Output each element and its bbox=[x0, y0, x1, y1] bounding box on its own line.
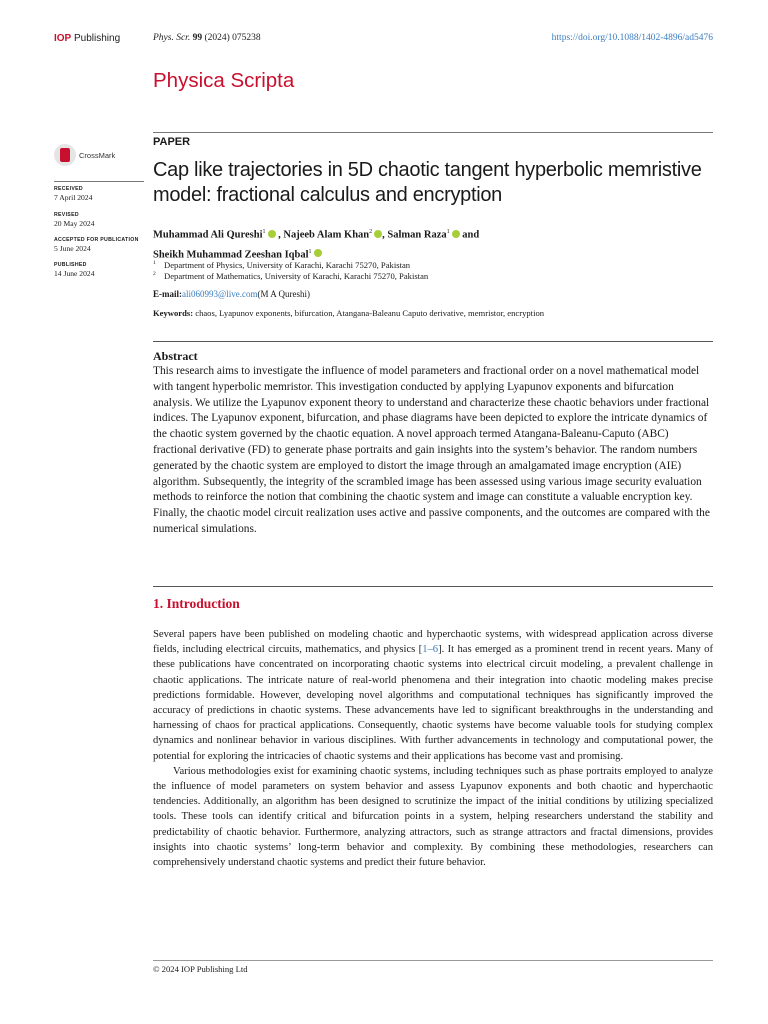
author-affiliation-mark: 1 bbox=[446, 229, 450, 235]
author-name[interactable]: Salman Raza bbox=[387, 229, 447, 241]
affiliation bbox=[153, 271, 428, 281]
orcid-icon[interactable] bbox=[452, 230, 460, 238]
orcid-icon[interactable] bbox=[374, 230, 382, 238]
crossmark-icon bbox=[54, 144, 76, 166]
author-affiliation-mark: 2 bbox=[369, 229, 373, 235]
sidebar-divider bbox=[54, 181, 144, 182]
paragraph-text: Several papers have been published on modeling chaotic and hyperchaotic systems, with widespread application across diverse fields, including electrical circuits, mathematics, and physics [ bbox=[153, 629, 713, 656]
publisher-logo-prefix: IOP bbox=[54, 33, 72, 44]
crossmark-badge[interactable] bbox=[54, 143, 144, 167]
affiliation-number: 2 bbox=[153, 271, 156, 278]
orcid-icon[interactable] bbox=[268, 230, 276, 238]
journal-name: Physica Scripta bbox=[153, 69, 295, 92]
history-revised-date: 20 May 2024 bbox=[54, 219, 95, 228]
paragraph: Various methodologies exist for examining chaotic systems, including techniques such as phase portraits employed to analyze the influence of model parameters on system behavior and assess Lyapunov exponents and both chaotic and hyperchaotic tendencies. Additionally, an algorithm has been designed to scrutinize the impact of the initial conditions by utilizing specialized tools. These tools can identify critical and bifurcation points in a system, helping researchers understand the stability and predictability of chaotic behavior. Furthermore, analyzing attractors, such as strange attractors and fractal dimensions, provides insights into chaotic systems’ long-term behavior and complexity. By combining these methodologies, researchers can comprehensively understand chaotic systems and predict their future behavior. bbox=[153, 765, 713, 869]
author-name[interactable]: Muhammad Ali Qureshi bbox=[153, 229, 263, 241]
abstract-text: This research aims to investigate the influence of model parameters and fractional order on a novel mathematical model with tangent hyperbolic memristor. This investigation conducted by applying Lyapunov exponents and bifurcation analysis. We utilize the Lyapunov exponent theory to understand and characterize these chaotic behaviors under fractional indices. The Lyapunov exponent, bifurcation, and phase diagrams have been depicted to explore the intricate dynamics of the chaotic system governed by the chaotic equation. A novel approach termed Atangana-Baleanu-Caputo (ABC) fractional derivative (FD) to generate phase portraits and gain insights into the system’s behavior. The random numbers generated by the chaotic system are employed to distort the image through an amalgamated image encryption (AIE) algorithm. Subsequently, the integrity of the scrambled image has been assessed using various image security evaluation methods to reinforce the notion that combining the chaotic system and image can constitute a valuable encryption key. Finally, the chaotic model circuit realization uses active and passive components, and the outcomes are compared with the numerical simulations. bbox=[153, 365, 710, 535]
author-name[interactable]: Sheikh Muhammad Zeeshan Iqbal bbox=[153, 249, 309, 260]
history-published-date: 14 June 2024 bbox=[54, 269, 95, 278]
author-affiliation-mark: 1 bbox=[308, 248, 312, 255]
author-list bbox=[153, 224, 713, 263]
history-revised-label: REVISED bbox=[54, 212, 79, 218]
copyright-notice: © 2024 IOP Publishing Ltd bbox=[153, 964, 248, 974]
author-separator: , bbox=[275, 229, 284, 241]
keywords bbox=[153, 308, 544, 318]
abstract-bottom-rule bbox=[153, 586, 713, 587]
citation-year-number: (2024) 075238 bbox=[204, 33, 261, 43]
history-accepted-label: ACCEPTED FOR PUBLICATION bbox=[54, 237, 139, 243]
abstract-heading: Abstract bbox=[153, 349, 198, 363]
paragraph-text: ]. It has emerged as a prominent trend in recent years. Many of these publications have concentrated on incorporating chaotic systems into electrical circuit modeling, a prevalent challenge in chaotic applications. The intricate nature of real-world phenomena and their integration into chaotic modeling makes precise predictions formidable. However, developing novel algorithms and computational techniques has significantly improved the accuracy of predictions in chaotic systems. These advancements have led to significant breakthroughs in the understanding and harnessing of chaos for practical applications. Consequently, chaotic systems have become valuable tools for studying complex dynamics and nonlinear behavior in various disciplines. With further advancements in technology and computational power, the potential for exploring the intricacies of chaotic systems and their applications has become vast and promising. bbox=[153, 644, 713, 762]
affiliation-text: Department of Mathematics, University of Karachi, Karachi 75270, Pakistan bbox=[164, 271, 429, 281]
citation-volume: 99 bbox=[192, 33, 203, 43]
abstract-top-rule bbox=[153, 341, 713, 342]
citation-link[interactable]: 1–6 bbox=[422, 644, 439, 656]
history-accepted-date: 5 June 2024 bbox=[54, 244, 91, 253]
section-heading: 1. Introduction bbox=[153, 596, 240, 611]
history-published-label: PUBLISHED bbox=[54, 262, 87, 268]
crossmark-label: CrossMark bbox=[79, 150, 116, 160]
orcid-icon[interactable] bbox=[314, 249, 322, 257]
citation-journal: Phys. Scr. bbox=[153, 33, 191, 43]
doi-link[interactable]: https://doi.org/10.1088/1402-4896/ad5476 bbox=[551, 33, 713, 43]
corresponding-email bbox=[153, 289, 310, 299]
author-separator: and bbox=[459, 229, 480, 241]
author-separator: , bbox=[382, 229, 388, 241]
publisher-logo bbox=[54, 33, 120, 44]
history-received-label: RECEIVED bbox=[54, 186, 83, 192]
footer-divider bbox=[153, 960, 713, 961]
affiliation bbox=[153, 260, 410, 270]
email-link[interactable]: ali060993@live.com bbox=[182, 289, 258, 299]
citation bbox=[153, 33, 261, 43]
author-affiliation-mark: 1 bbox=[262, 229, 266, 235]
email-author: (M A Qureshi) bbox=[257, 289, 311, 299]
header-divider bbox=[153, 132, 713, 133]
publisher-logo-name: Publishing bbox=[71, 33, 121, 44]
article-title: Cap like trajectories in 5D chaotic tangent hyperbolic memristive model: fractional calculus and encryption bbox=[153, 159, 702, 206]
affiliation-text: Department of Physics, University of Karachi, Karachi 75270, Pakistan bbox=[164, 260, 411, 270]
author-name[interactable]: Najeeb Alam Khan bbox=[283, 229, 370, 241]
keywords-list: chaos, Lyapunov exponents, bifurcation, Atangana-Baleanu Caputo derivative, memristor, encryption bbox=[193, 308, 545, 318]
body-text bbox=[153, 627, 713, 870]
history-received-date: 7 April 2024 bbox=[54, 193, 93, 202]
email-label: E-mail: bbox=[153, 289, 182, 299]
affiliation-number: 1 bbox=[153, 260, 156, 267]
article-type-label: PAPER bbox=[153, 136, 191, 148]
paragraph bbox=[153, 627, 713, 764]
keywords-label: Keywords: bbox=[153, 308, 194, 318]
